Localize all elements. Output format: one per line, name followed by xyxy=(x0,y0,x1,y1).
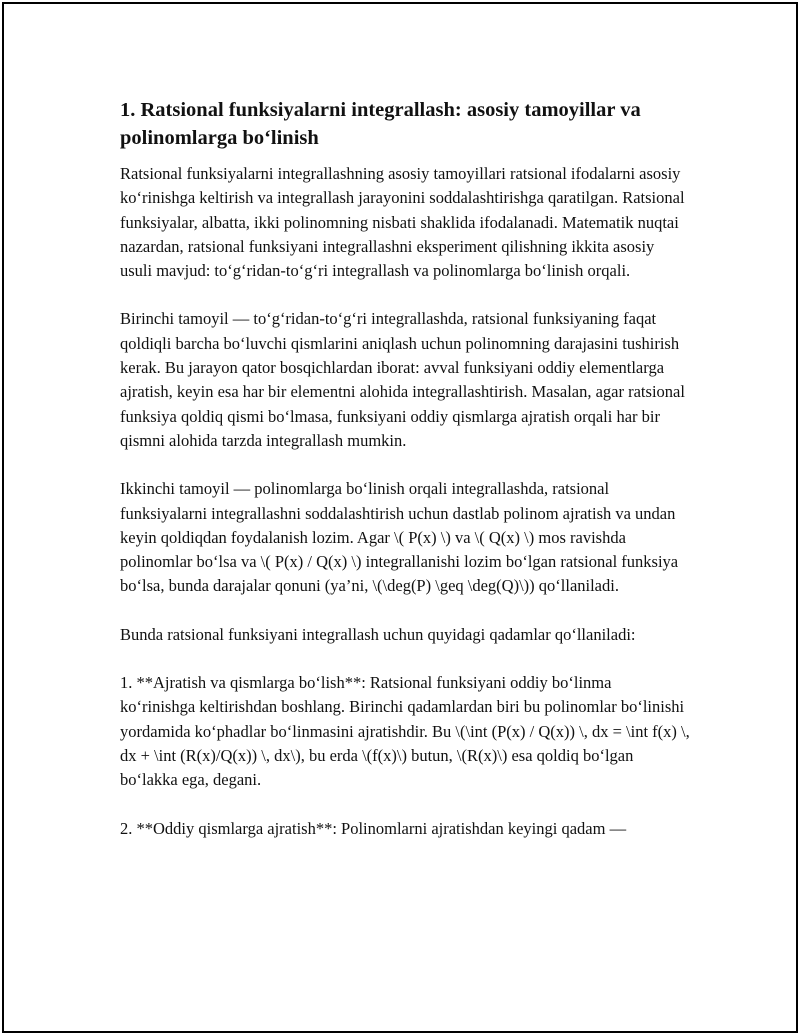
paragraph-step-2: 2. **Oddiy qismlarga ajratish**: Polinomlarni ajratishdan keyingi qadam — xyxy=(120,818,627,838)
paragraph-step-1: 1. **Ajratish va qismlarga bo‘lish**: Ratsional funksiyani oddiy bo‘linma ko‘rinishga keltirishdan boshlang. Birinchi qadamlardan biri bu polinomlar bo‘linishi yordamida ko‘phadlar bo‘linmasini ajratishdir. Bu \(\int (P(x) / Q(x)) \, dx = \int f(x) \, dx + \int (R(x)/Q(x)) \, dx\), bu erda \(f(x)\) butun, \(R(x)\) esa qoldiq bo‘lgan bo‘lakka ega, degani. xyxy=(120,673,690,790)
page-frame xyxy=(2,2,798,1033)
document-body xyxy=(120,96,690,865)
section-heading: 1. Ratsional funksiyalarni integrallash: asosiy tamoyillar va polinomlarga bo‘linish xyxy=(120,99,641,149)
paragraph-steps-intro: Bunda ratsional funksiyani integrallash uchun quyidagi qadamlar qo‘llaniladi: xyxy=(120,624,636,644)
paragraph-intro: Ratsional funksiyalarni integrallashning asosiy tamoyillari ratsional ifodalarni asosiy ko‘rinishga keltirish va integrallash jarayonini soddalashtirishga qaratilgan. Ratsional funksiyalar, albatta, ikki polinomning nisbati shaklida ifodalanadi. Matematik nuqtai nazardan, ratsional funksiyani integrallashni eksperiment qilishning ikkita asosiy usuli mavjud: to‘g‘ridan-to‘g‘ri integrallash va polinomlarga bo‘linish orqali. xyxy=(120,164,685,281)
paragraph-second-principle: Ikkinchi tamoyil — polinomlarga bo‘linish orqali integrallashda, ratsional funksiyalarni integrallashni soddalashtirish uchun dastlab polinom ajratish va undan keyin qoldiqdan foydalanish lozim. Agar \( P(x) \) va \( Q(x) \) mos ravishda polinomlar bo‘lsa va \( P(x) / Q(x) \) integrallanishi lozim bo‘lgan ratsional funksiya bo‘lsa, bunda darajalar qonuni (ya’ni, \(\deg(P) \geq \deg(Q)\)) qo‘llaniladi. xyxy=(120,479,679,596)
paragraph-first-principle: Birinchi tamoyil — to‘g‘ridan-to‘g‘ri integrallashda, ratsional funksiyaning faqat qoldiqli barcha bo‘luvchi qismlarini aniqlash uchun polinomning darajasini tushirish kerak. Bu jarayon qator bosqichlardan iborat: avval funksiyani oddiy elementlarga ajratish, keyin esa har bir elementni alohida integrallashtirish. Masalan, agar ratsional funksiya qoldiq qismi bo‘lmasa, funksiyani oddiy qismlarga ajratish orqali har bir qismni alohida tarzda integrallash mumkin. xyxy=(120,309,685,450)
